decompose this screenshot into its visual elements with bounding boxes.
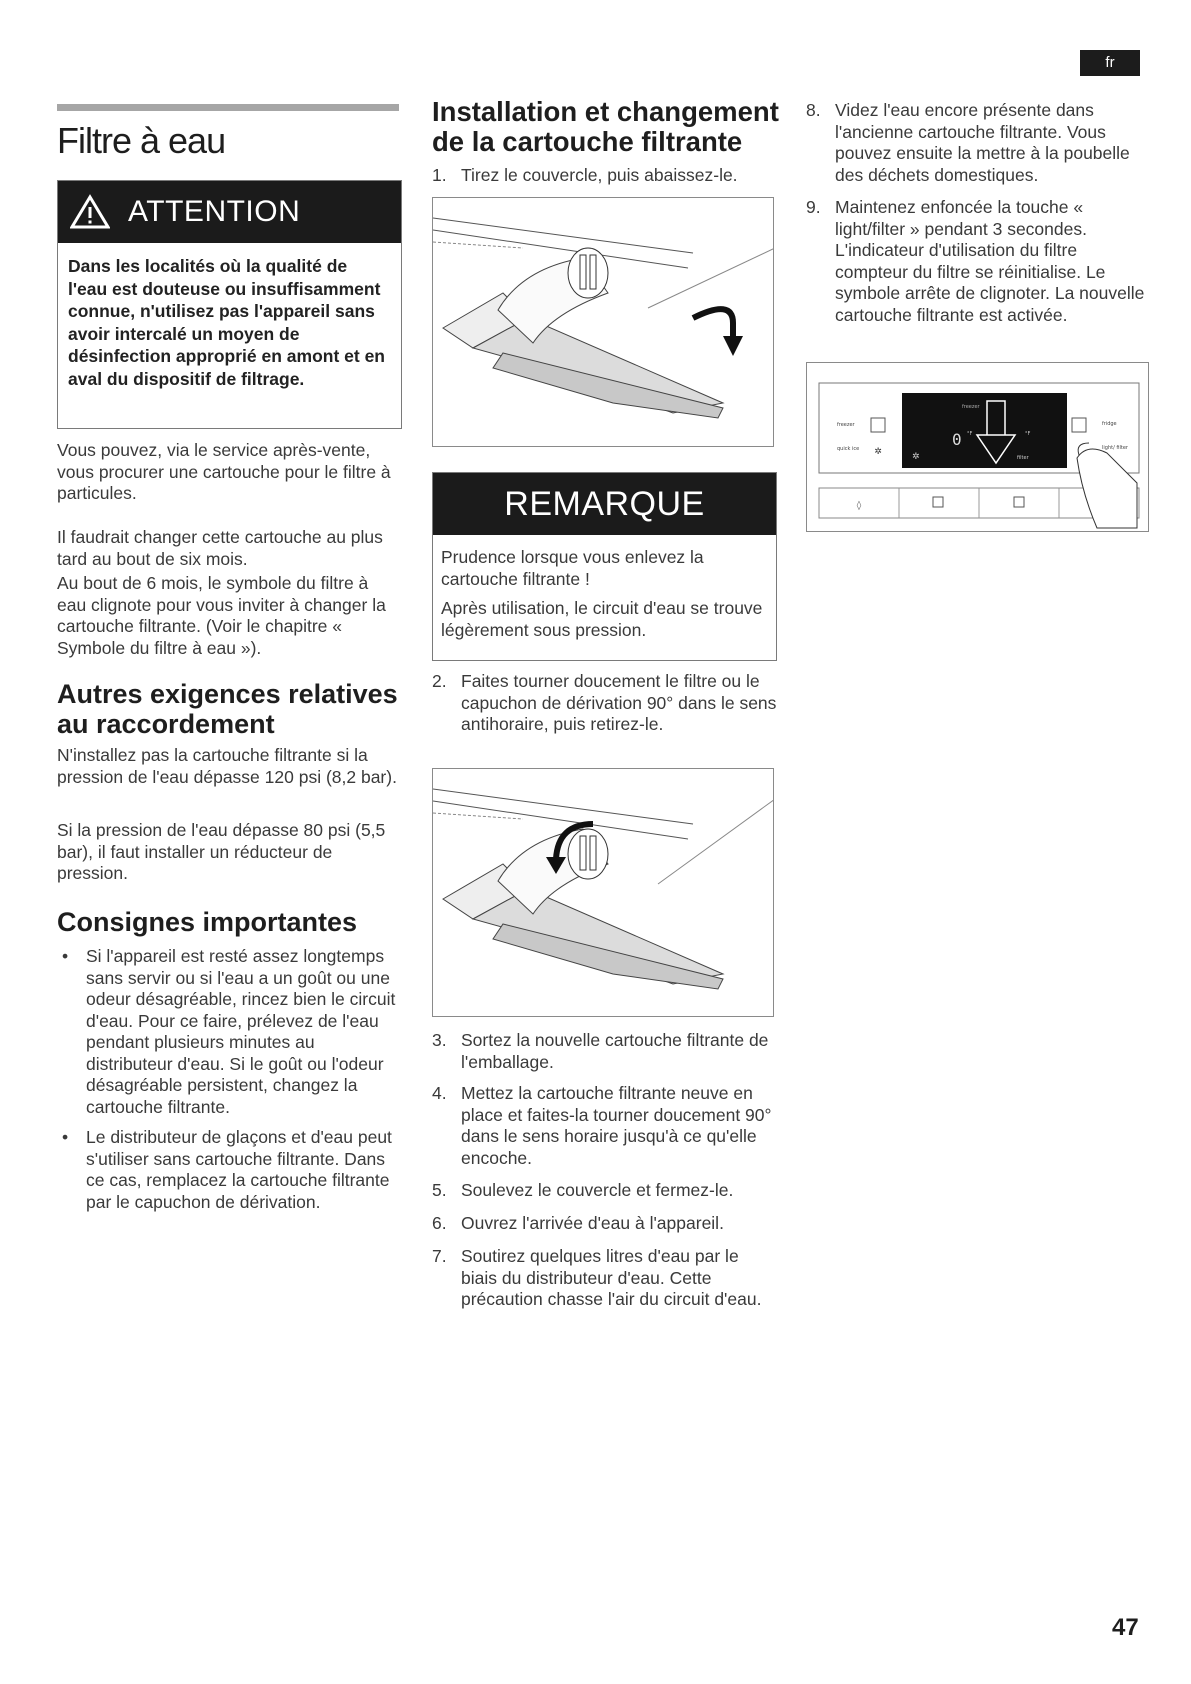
- language-badge: fr: [1080, 50, 1140, 76]
- panel-label: filter: [1017, 455, 1029, 461]
- warning-triangle-icon: [70, 194, 110, 230]
- panel-label: freezer: [837, 422, 855, 428]
- paragraph-80psi: Si la pression de l'eau dépasse 80 psi (5,5 bar), il faut installer un réducteur de pression.: [57, 820, 386, 883]
- list-item: • Le distributeur de glaçons et d'eau peut s'utiliser sans cartouche filtrante. Dans ce cas, remplacez la cartouche filtrante par le capuchon de dérivation.: [57, 1127, 402, 1213]
- svg-text:✲: ✲: [912, 452, 920, 462]
- paragraph-service: Vous pouvez, via le service après-vente, vous procurer une cartouche pour le filtre à particules.: [57, 440, 391, 503]
- consignes-list: [57, 946, 402, 1222]
- attention-header: [58, 181, 401, 243]
- section-title: Filtre à eau: [57, 120, 226, 161]
- step-8: 8. Videz l'eau encore présente dans l'ancienne cartouche filtrante. Vous pouvez ensuite la mettre à la poubelle des déchets domestiques.: [806, 100, 1130, 185]
- control-panel-illustration: [806, 362, 1149, 532]
- attention-text: Dans les localités où la qualité de l'eau est douteuse ou insuffisamment connue, n'utilisez pas l'appareil sans avoir intercalé un moyen de désinfection approprié en amont et en aval du dispositif de filtrage.: [68, 256, 385, 389]
- filter-rotate-illustration: [432, 768, 774, 1017]
- svg-text:◊: ◊: [856, 501, 862, 511]
- step-1: 1. Tirez le couvercle, puis abaissez-le.: [432, 165, 738, 185]
- paragraph-120psi: N'installez pas la cartouche filtrante si la pression de l'eau dépasse 120 psi (8,2 bar).: [57, 745, 397, 787]
- panel-label: freezer: [962, 404, 980, 410]
- step-3: 3. Sortez la nouvelle cartouche filtrante de l'emballage.: [432, 1030, 769, 1072]
- page-number: 47: [1112, 1614, 1139, 1641]
- paragraph-filter-symbol: Au bout de 6 mois, le symbole du filtre à eau clignote pour vous inviter à changer la cartouche filtrante. (Voir le chapitre « Symbole du filtre à eau »).: [57, 573, 386, 658]
- list-item: • Si l'appareil est resté assez longtemps sans servir ou si l'eau a un goût ou une odeur désagréable, rincez bien le circuit d'eau. Pour ce faire, prélevez de l'eau pendant plusieurs minutes au distributeur d'eau. Si le goût ou l'odeur désagréable persistent, changez la cartouche filtrante.: [57, 946, 402, 1118]
- panel-label: quick ice: [837, 446, 860, 452]
- panel-label: light/ filter: [1102, 445, 1128, 451]
- remarque-text-2: Après utilisation, le circuit d'eau se trouve légèrement sous pression.: [441, 598, 763, 640]
- filter-cover-open-illustration: [432, 197, 774, 447]
- filter-illustration-1: [433, 198, 774, 447]
- attention-box: [57, 180, 402, 429]
- panel-label: fridge: [1102, 421, 1117, 427]
- control-panel-drawing: [807, 363, 1149, 532]
- heading-autres-exigences: Autres exigences relatives au raccordement: [57, 679, 398, 739]
- paragraph-six-months: Il faudrait changer cette cartouche au plus tard au bout de six mois.: [57, 527, 383, 569]
- remarque-text-1: Prudence lorsque vous enlevez la cartouche filtrante !: [441, 547, 704, 589]
- panel-label: °F: [1025, 431, 1031, 437]
- heading-consignes: Consignes importantes: [57, 907, 358, 937]
- step-5: 5. Soulevez le couvercle et fermez-le.: [432, 1180, 734, 1200]
- remarque-box: [432, 472, 777, 661]
- step-9: 9. Maintenez enfoncée la touche « light/filter » pendant 3 secondes. L'indicateur d'utilisation du filtre compteur du filtre se réinitialise. Le symbole arrête de clignoter. La nouvelle cartouche filtrante est activée.: [806, 197, 1145, 325]
- panel-temperature: 0: [952, 430, 962, 449]
- step-2: 2. Faites tourner doucement le filtre ou le capuchon de dérivation 90° dans le sens antihoraire, puis retirez-le.: [432, 671, 777, 734]
- panel-label: °F: [967, 431, 973, 437]
- heading-installation: Installation et changement de la cartouche filtrante: [432, 96, 779, 157]
- attention-label: ATTENTION: [128, 195, 301, 228]
- remarque-header: REMARQUE: [433, 473, 776, 535]
- section-rule: [57, 104, 399, 111]
- step-4: 4. Mettez la cartouche filtrante neuve en place et faites-la tourner doucement 90° dans le sens horaire jusqu'à ce qu'elle encoche.: [432, 1083, 772, 1168]
- filter-illustration-2: [433, 769, 774, 1017]
- step-7: 7. Soutirez quelques litres d'eau par le biais du distributeur d'eau. Cette précaution chasse l'air du circuit d'eau.: [432, 1246, 762, 1309]
- svg-text:✲: ✲: [874, 447, 882, 457]
- step-6: 6. Ouvrez l'arrivée d'eau à l'appareil.: [432, 1213, 724, 1233]
